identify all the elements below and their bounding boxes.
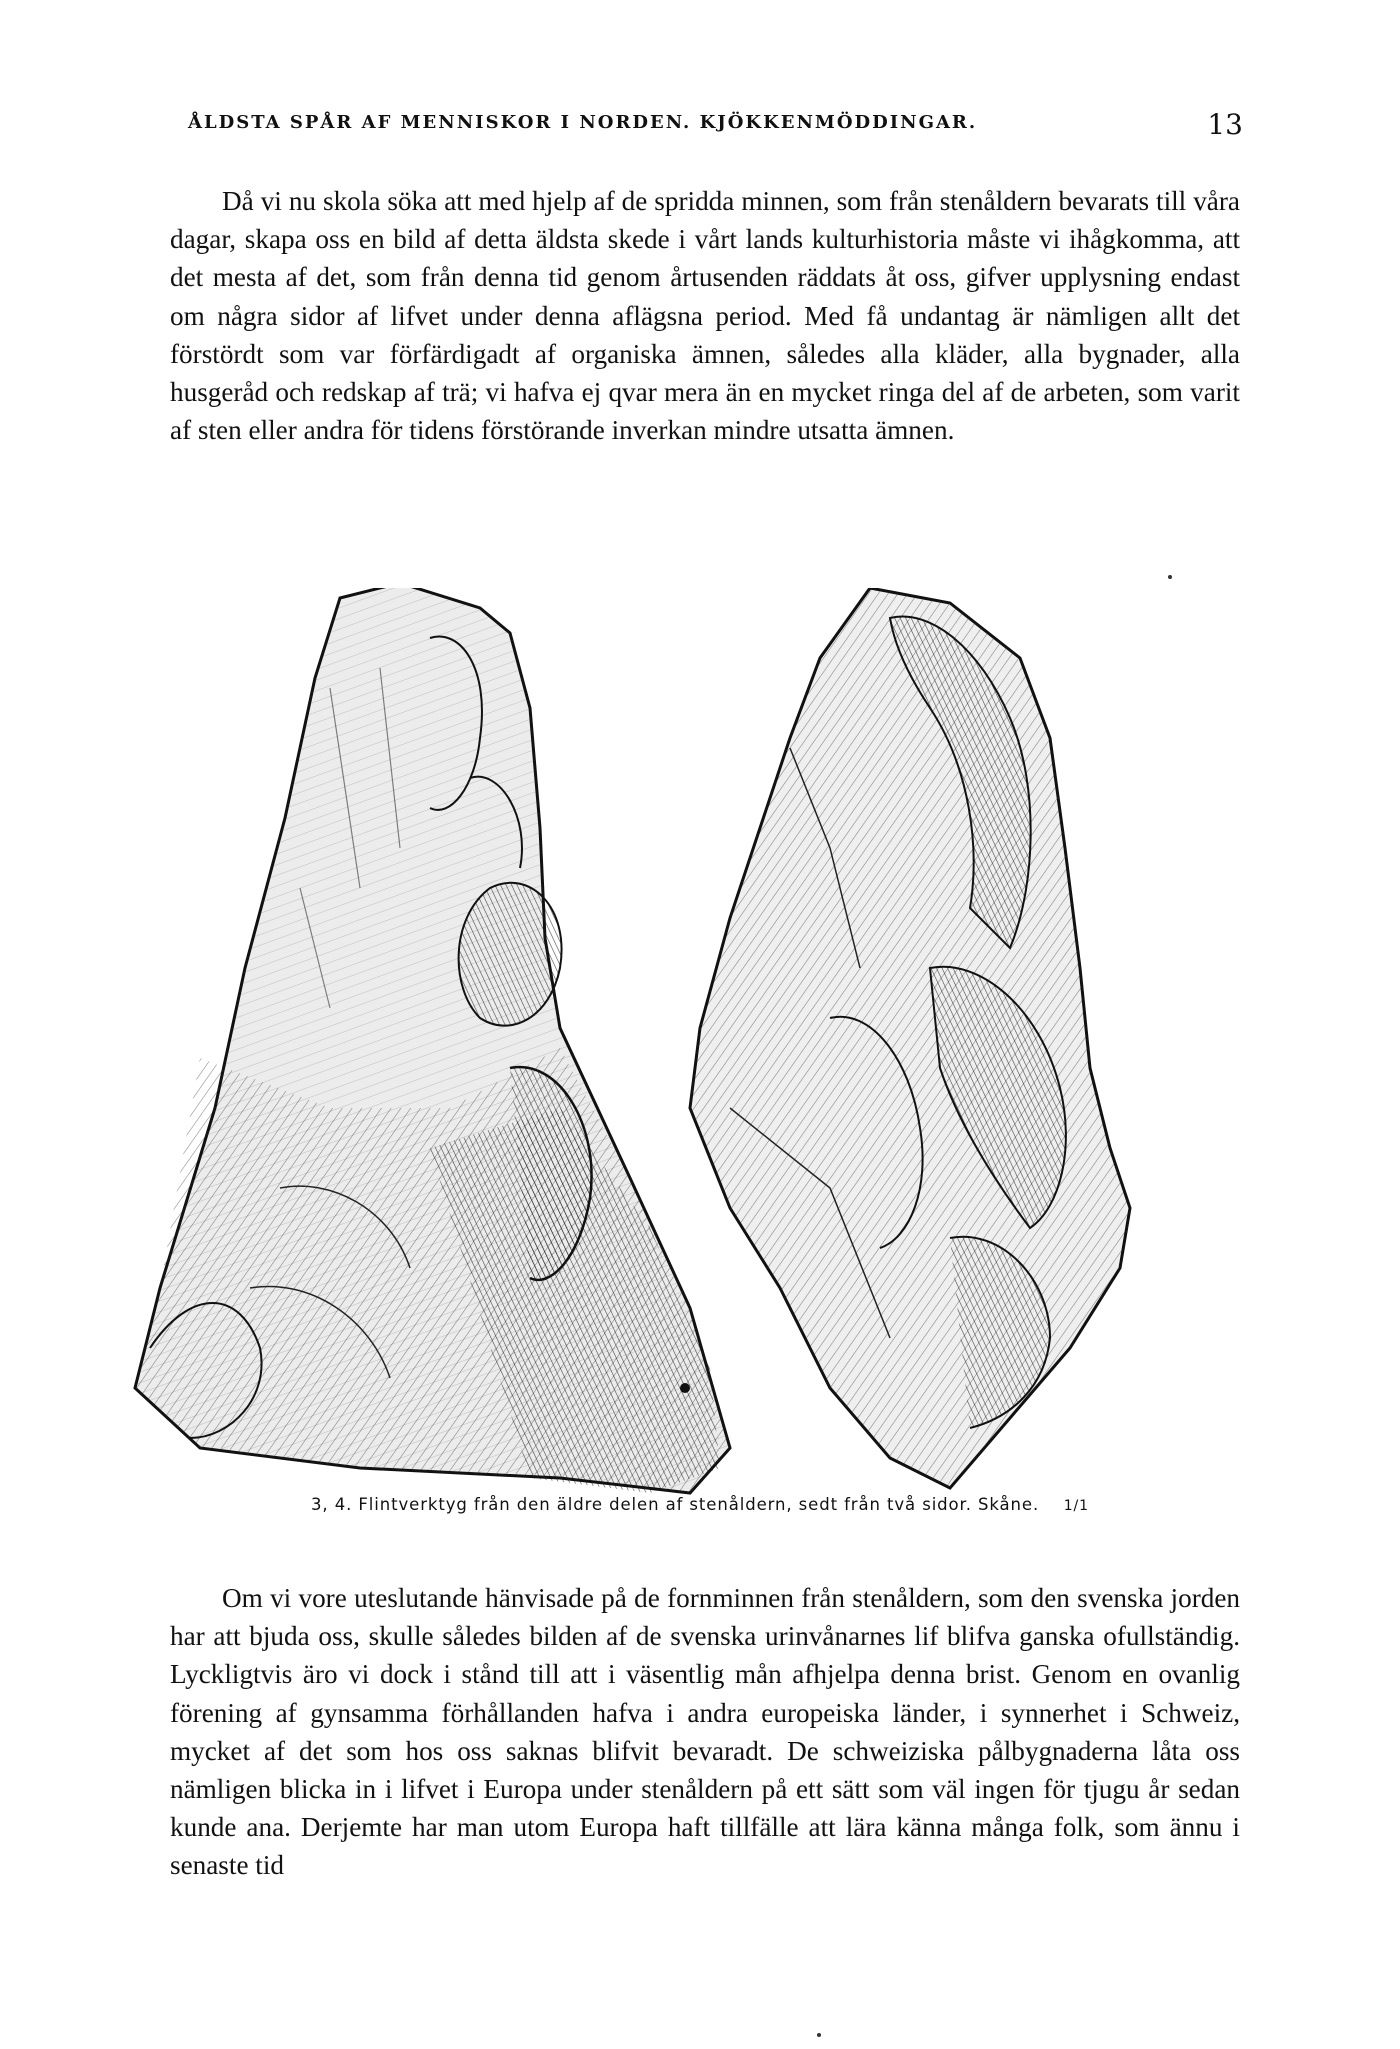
paragraph-intro: Då vi nu skola söka att med hjelp af de spridda minnen, som från stenåldern bevarats till våra dagar, skapa oss en bild af detta äldsta skede i vårt lands kulturhistoria måste vi ihågkomma, att det mesta af det, som från denna tid genom årtusenden räddats åt oss, gifver upplysning endast om några sidor af lifvet under denna aflägsna period. Med få undantag är nämligen allt det förstördt som var förfärdigadt af organiska ämnen, således alla kläder, alla bygnader, alla husgeråd och redskap af trä; vi hafva ej qvar mera än en mycket ringa del af de arbeten, som varit af sten eller andra för tidens förstörande inverkan mindre utsatta ämnen. [170,186,1240,446]
print-speck [1168,575,1172,579]
figure-caption [150,1495,1250,1514]
running-title: ÅLDSTA SPÅR AF MENNISKOR I NORDEN. KJÖKKENMÖDDINGAR. [188,112,978,133]
print-speck [817,2033,821,2037]
caption-text: 3, 4. Flintverktyg från den äldre delen af stenåldern, sedt från två sidor. Skåne. [311,1495,1040,1514]
printed-dot [680,1383,690,1393]
paragraph-main: Om vi vore uteslutande hänvisade på de fornminnen från stenåldern, som den svenska jorden har att bjuda oss, skulle således bilden af de svenska urinvånarnes lif blifva ganska ofullständig. Lyckligtvis äro vi dock i stånd till att i väsentlig mån afhjelpa denna brist. Genom en ovanlig förening af gynsamma förhållanden hafva i andra europeiska länder, i synnerhet i Schweiz, mycket af det som hos oss saknas blifvit bevaradt. De schweiziska pålbygnaderna låta oss nämligen blicka in i lifvet i Europa under stenåldern på ett sätt som väl ingen för tjugu år sedan kunde ana. Derjemte har man utom Europa haft tillfälle att lära känna många folk, som ännu i senaste tid [170,1583,1240,1881]
scale-fraction: 1/1 [1063,1498,1089,1514]
flint-tool-front-view [135,588,730,1493]
page-header [188,108,1243,152]
flint-tool-figure [130,588,1250,1508]
flint-tool-side-view [690,588,1130,1488]
flint-tool-illustration [130,588,1250,1508]
page-number: 13 [1207,108,1243,141]
